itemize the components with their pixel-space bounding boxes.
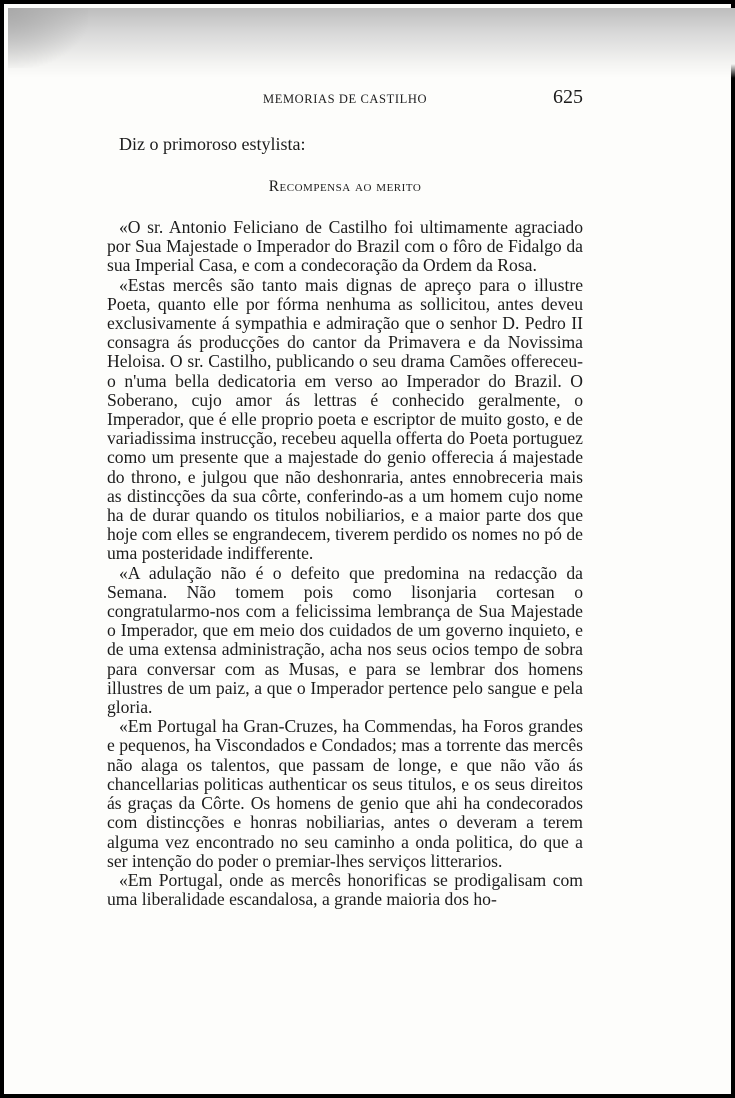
paragraph-4: «Em Portugal ha Gran-Cruzes, ha Commendas, ha Foros grandes e pequenos, ha Viscondados e Condados; mas a torrente das mercês não alaga os talentos, que passam de longe, e que não vão ás chancellarias politicas authenticar os seus titulos, e os seus direitos ás graças da Côrte. Os homens de genio que ahi ha condecorados com distincções e honras nobiliarias, antes o deveram a terem alguma vez encontrado no seu caminho a onda politica, do que a ser intenção do poder o premiar-lhes serviços litterarios.	[107, 716, 583, 871]
running-title: MEMORIAS DE CASTILHO	[263, 92, 428, 106]
paragraph-2: «Estas mercês são tanto mais dignas de apreço para o illustre Poeta, quanto elle por fórma nenhuma as sollicitou, antes deveu exclusivamente á sympathia e admiração que o senhor D. Pedro II consagra ás producções do cantor da Primavera e da Novissima Heloisa. O sr. Castilho, publicando o seu drama Camões offereceu-o n'uma bella dedicatoria em verso ao Imperador do Brazil. O Soberano, cujo amor ás lettras é conhecido geralmente, o Imperador, que é elle proprio poeta e escriptor de muito gosto, e de variadissima instrucção, recebeu aquella offerta do Poeta portuguez como um presente que a majestade do genio offerecia á majestade do throno, e julgou que não deshonraria, antes ennobreceria mais as distincções da sua côrte, conferindo-as a um homem cujo nome ha de durar quando os titulos nobiliarios, e a maior parte dos que hoje com elles se engrandecem, tiverem perdido os nomes no pó de uma posteridade indifferente.	[107, 274, 583, 564]
paragraph-1: «O sr. Antonio Feliciano de Castilho foi ultimamente agraciado por Sua Majestade o Imperador do Brazil com o fôro de Fidalgo da sua Imperial Casa, e com a condecoração da Ordem da Rosa.	[107, 217, 583, 276]
page-number: 625	[553, 86, 583, 108]
page-content	[107, 84, 583, 909]
body-text	[107, 218, 583, 909]
scan-shadow-corner	[8, 8, 88, 68]
paragraph-3: «A adulação não é o defeito que predomina na redacção da Semana. Não tomem pois como lisonjaria cortesan o congratularmo-nos com a felicissima lembrança de Sua Majestade o Imperador, que em meio dos cuidados de um governo inquieto, e de uma extensa administração, acha nos seus ocios tempo de sobra para conversar com as Musas, e para se lembrar dos homens illustres de um paiz, a que o Imperador pertence pelo sangue e pela gloria.	[107, 562, 583, 718]
paragraph-5: «Em Portugal, onde as mercês honorificas se prodigalisam com uma liberalidade escandalosa, a grande maioria dos ho-	[107, 869, 583, 910]
running-head	[107, 84, 583, 114]
intro-line: Diz o primoroso estylista:	[119, 134, 306, 154]
scan-shadow-top	[8, 8, 735, 78]
section-heading: Recompensa ao merito	[268, 178, 422, 195]
